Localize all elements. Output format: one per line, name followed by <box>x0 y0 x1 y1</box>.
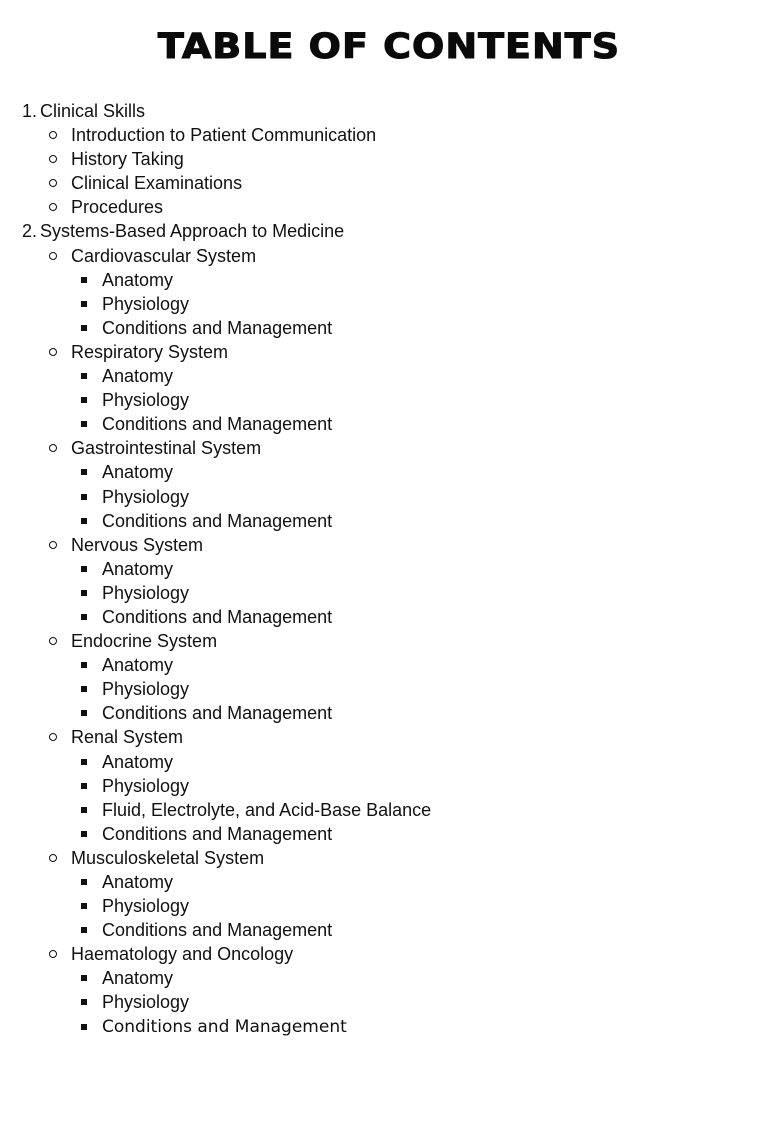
item-title: Physiology <box>102 582 190 603</box>
subsection-title: Endocrine System <box>71 631 218 652</box>
item-title: Anatomy <box>102 462 174 483</box>
toc-subsection <box>0 942 778 966</box>
subsection-title: Procedures <box>71 197 164 218</box>
toc-item <box>0 750 778 774</box>
toc-item <box>0 1015 778 1039</box>
square-bullet-icon <box>81 903 87 909</box>
toc-item <box>0 966 778 990</box>
subsection-title: Introduction to Patient Communication <box>71 125 377 146</box>
item-title: Anatomy <box>102 655 174 676</box>
toc-item <box>0 268 778 292</box>
square-bullet-icon <box>81 325 87 331</box>
hollow-circle-bullet-icon <box>49 252 57 260</box>
subsection-title: Musculoskeletal System <box>71 847 265 868</box>
square-bullet-icon <box>81 831 87 837</box>
item-title: Anatomy <box>102 269 174 290</box>
hollow-circle-bullet-icon <box>49 637 57 645</box>
item-title: Physiology <box>102 679 190 700</box>
item-title: Physiology <box>102 775 190 796</box>
section-number: 1. <box>22 101 38 121</box>
subsection-title: Renal System <box>71 727 184 748</box>
square-bullet-icon <box>81 999 87 1005</box>
toc-item <box>0 870 778 894</box>
square-bullet-icon <box>81 1024 87 1030</box>
item-title: Conditions and Management <box>102 920 333 941</box>
square-bullet-icon <box>81 590 87 596</box>
toc-item <box>0 798 778 822</box>
square-bullet-icon <box>81 397 87 403</box>
item-title: Conditions and Management <box>102 703 333 724</box>
section-title: Clinical Skills <box>40 101 146 121</box>
item-title: Conditions and Management <box>102 606 333 627</box>
section-title: Systems-Based Approach to Medicine <box>40 221 345 242</box>
toc-item <box>0 918 778 942</box>
square-bullet-icon <box>81 759 87 765</box>
toc-subsection <box>0 629 778 653</box>
toc-item <box>0 364 778 388</box>
toc-subsection <box>0 725 778 749</box>
toc-subsection <box>0 533 778 557</box>
item-title: Anatomy <box>102 751 174 772</box>
item-title: Anatomy <box>102 366 174 387</box>
section-number: 2. <box>22 221 38 242</box>
toc-item <box>0 557 778 581</box>
toc-subsection <box>0 244 778 268</box>
toc-item <box>0 485 778 509</box>
toc-item <box>0 822 778 846</box>
square-bullet-icon <box>81 614 87 620</box>
item-title: Conditions and Management <box>102 1016 347 1037</box>
toc-item <box>0 990 778 1014</box>
item-title: Conditions and Management <box>102 823 333 844</box>
toc-item <box>0 894 778 918</box>
square-bullet-icon <box>81 879 87 885</box>
toc-item <box>0 701 778 725</box>
square-bullet-icon <box>81 710 87 716</box>
item-title: Physiology <box>102 896 190 917</box>
item-title: Fluid, Electrolyte, and Acid-Base Balance <box>102 799 432 820</box>
toc-subsection <box>0 123 778 147</box>
hollow-circle-bullet-icon <box>49 348 57 356</box>
subsection-title: Cardiovascular System <box>71 245 257 266</box>
page-title: TABLE OF CONTENTS <box>157 25 621 67</box>
square-bullet-icon <box>81 686 87 692</box>
toc-item <box>0 460 778 484</box>
toc-subsection <box>0 147 778 171</box>
subsection-title: Haematology and Oncology <box>71 944 294 965</box>
square-bullet-icon <box>81 975 87 981</box>
item-title: Anatomy <box>102 558 174 579</box>
hollow-circle-bullet-icon <box>49 179 57 187</box>
square-bullet-icon <box>81 807 87 813</box>
item-title: Physiology <box>102 293 190 314</box>
toc-section <box>0 99 778 123</box>
subsection-title: Clinical Examinations <box>71 173 243 194</box>
toc-subsection <box>0 195 778 219</box>
toc-item <box>0 292 778 316</box>
table-of-contents <box>0 99 778 1039</box>
item-title: Conditions and Management <box>102 317 333 338</box>
item-title: Physiology <box>102 992 190 1013</box>
hollow-circle-bullet-icon <box>49 733 57 741</box>
toc-item <box>0 653 778 677</box>
square-bullet-icon <box>81 494 87 500</box>
subsection-title: History Taking <box>71 149 184 170</box>
item-title: Physiology <box>102 486 190 507</box>
item-title: Anatomy <box>102 968 174 989</box>
toc-item <box>0 581 778 605</box>
toc-item <box>0 605 778 629</box>
toc-subsection <box>0 436 778 460</box>
item-title: Anatomy <box>102 872 174 892</box>
square-bullet-icon <box>81 373 87 379</box>
toc-item <box>0 677 778 701</box>
subsection-title: Nervous System <box>71 534 204 555</box>
hollow-circle-bullet-icon <box>49 203 57 211</box>
square-bullet-icon <box>81 783 87 789</box>
toc-item <box>0 316 778 340</box>
toc-subsection <box>0 340 778 364</box>
item-title: Conditions and Management <box>102 414 333 435</box>
square-bullet-icon <box>81 301 87 307</box>
square-bullet-icon <box>81 277 87 283</box>
hollow-circle-bullet-icon <box>49 444 57 452</box>
toc-item <box>0 388 778 412</box>
square-bullet-icon <box>81 662 87 668</box>
toc-item <box>0 412 778 436</box>
toc-subsection <box>0 171 778 195</box>
square-bullet-icon <box>81 421 87 427</box>
item-title: Physiology <box>102 390 190 411</box>
subsection-title: Respiratory System <box>71 341 229 362</box>
hollow-circle-bullet-icon <box>49 950 57 958</box>
toc-subsection <box>0 846 778 870</box>
subsection-title: Gastrointestinal System <box>71 438 262 459</box>
square-bullet-icon <box>81 566 87 572</box>
square-bullet-icon <box>81 927 87 933</box>
hollow-circle-bullet-icon <box>49 854 57 862</box>
hollow-circle-bullet-icon <box>49 131 57 139</box>
square-bullet-icon <box>81 518 87 524</box>
toc-item <box>0 509 778 533</box>
square-bullet-icon <box>81 469 87 475</box>
hollow-circle-bullet-icon <box>49 155 57 163</box>
hollow-circle-bullet-icon <box>49 541 57 549</box>
toc-item <box>0 774 778 798</box>
item-title: Conditions and Management <box>102 510 333 531</box>
toc-section <box>0 219 778 243</box>
